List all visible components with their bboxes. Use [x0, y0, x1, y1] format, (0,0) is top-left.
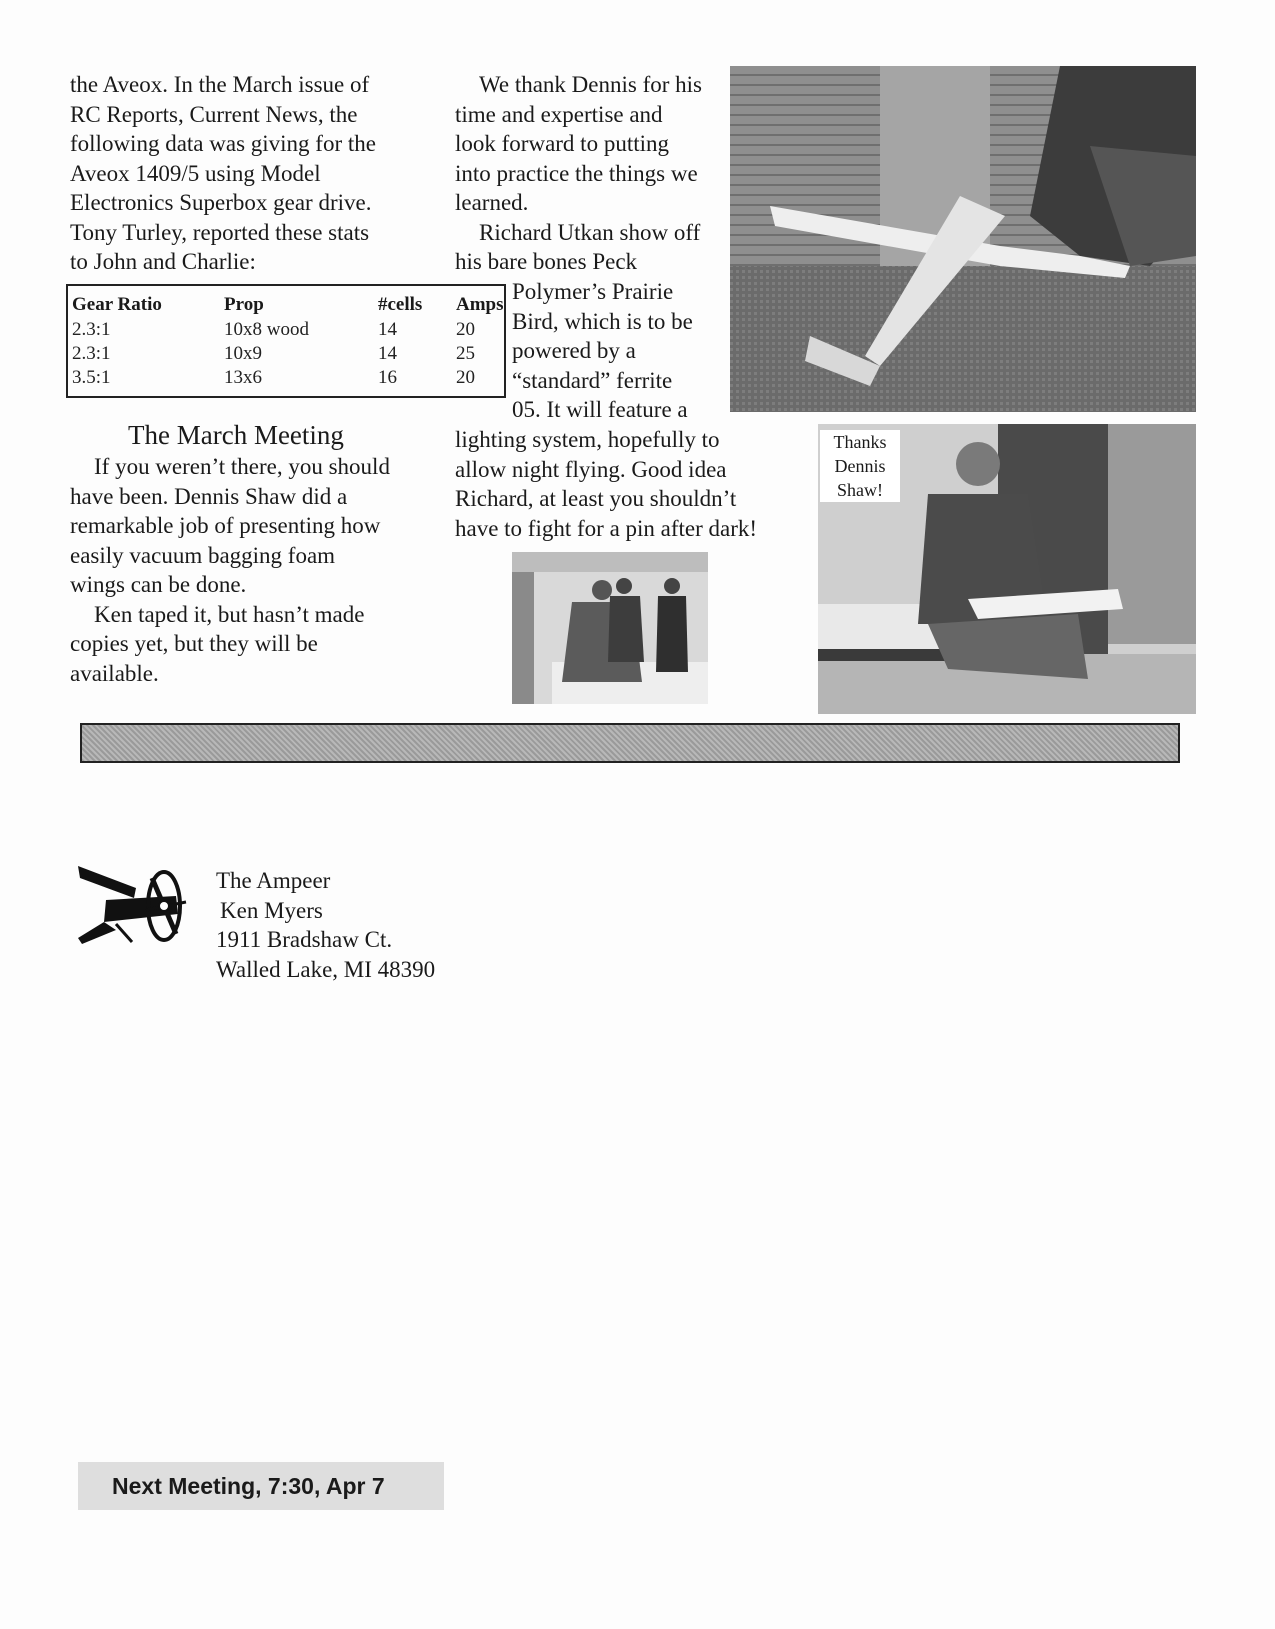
caption-line: Thanks: [833, 432, 887, 452]
text-line: If you weren’t there, you should: [94, 454, 390, 479]
text-line: have been. Dennis Shaw did a: [70, 483, 348, 509]
text-line: lighting system, hopefully to: [455, 427, 720, 452]
text-line: Ken taped it, but hasn’t made: [94, 601, 365, 627]
gear-ratio-table: [66, 284, 506, 398]
column-header: Gear Ratio: [72, 294, 162, 315]
mailing-address: [216, 866, 435, 984]
table-cell: 14: [378, 319, 397, 340]
table-cell: 20: [456, 367, 475, 388]
lighting-paragraph: [455, 425, 757, 543]
text-line: wings can be done.: [70, 572, 247, 597]
table-cell: 2.3:1: [72, 319, 111, 340]
table-cell: 25: [456, 343, 475, 364]
text-line: powered by a: [512, 338, 636, 363]
caption-line: Dennis: [834, 456, 886, 476]
airplane-logo-icon: [76, 858, 188, 946]
text-line: learned.: [455, 190, 529, 215]
text-line: the Aveox. In the March issue of: [70, 72, 370, 97]
prairie-bird-photo: [730, 66, 1196, 412]
text-line: Richard, at least you shouldn’t: [455, 486, 737, 511]
text-line: 05. It will feature a: [512, 397, 688, 422]
march-meeting-heading: The March Meeting: [128, 420, 344, 450]
text-line: look forward to putting: [455, 131, 669, 156]
address-line: The Ampeer: [216, 868, 331, 893]
table-cell: 3.5:1: [72, 367, 111, 388]
text-line: have to fight for a pin after dark!: [455, 515, 758, 541]
column-header: Prop: [224, 294, 264, 315]
address-line: Walled Lake, MI 48390: [216, 956, 436, 982]
text-line: Aveox 1409/5 using Model: [70, 160, 321, 186]
table-row: [68, 318, 504, 342]
text-line: into practice the things we: [455, 160, 698, 186]
table-row: [68, 342, 504, 366]
column-header: #cells: [378, 294, 423, 315]
address-line: Ken Myers: [220, 897, 323, 923]
table-cell: 14: [378, 343, 397, 364]
text-line: Richard Utkan show off: [479, 219, 701, 245]
meeting-group-photo: [512, 552, 708, 704]
text-line: Electronics Superbox gear drive.: [70, 190, 372, 215]
march-meeting-paragraph: [70, 452, 390, 688]
table-cell: 16: [378, 367, 397, 388]
text-line: RC Reports, Current News, the: [70, 101, 358, 127]
table-cell: 2.3:1: [72, 343, 111, 364]
text-line: copies yet, but they will be: [70, 631, 318, 656]
section-divider: [80, 723, 1180, 763]
intro-paragraph: [70, 70, 376, 277]
text-line: Tony Turley, reported these stats: [70, 219, 370, 245]
table-row: [68, 366, 504, 390]
thanks-paragraph: [455, 70, 702, 277]
text-line: available.: [70, 660, 159, 686]
text-line: Polymer’s Prairie: [512, 279, 674, 304]
text-line: allow night flying. Good idea: [455, 456, 727, 482]
column-header: Amps: [456, 294, 504, 315]
prairie-bird-paragraph: [512, 277, 693, 425]
table-cell: 13x6: [224, 367, 262, 388]
table-cell: 10x9: [224, 343, 262, 364]
text-line: his bare bones Peck: [455, 249, 638, 274]
text-line: Bird, which is to be: [512, 308, 693, 334]
text-line: time and expertise and: [455, 101, 663, 127]
text-line: remarkable job of presenting how: [70, 513, 381, 538]
text-line: We thank Dennis for his: [479, 72, 702, 97]
next-meeting-banner: Next Meeting, 7:30, Apr 7: [78, 1462, 444, 1510]
caption-line: Shaw!: [837, 480, 883, 500]
address-line: 1911 Bradshaw Ct.: [216, 927, 393, 952]
text-line: following data was giving for the: [70, 131, 376, 156]
table-header-row: [68, 292, 504, 318]
table-cell: 10x8 wood: [224, 319, 309, 340]
text-line: “standard” ferrite: [512, 367, 673, 393]
text-line: to John and Charlie:: [70, 249, 256, 274]
text-line: easily vacuum bagging foam: [70, 542, 336, 568]
photo-caption: [820, 430, 900, 502]
table-cell: 20: [456, 319, 475, 340]
